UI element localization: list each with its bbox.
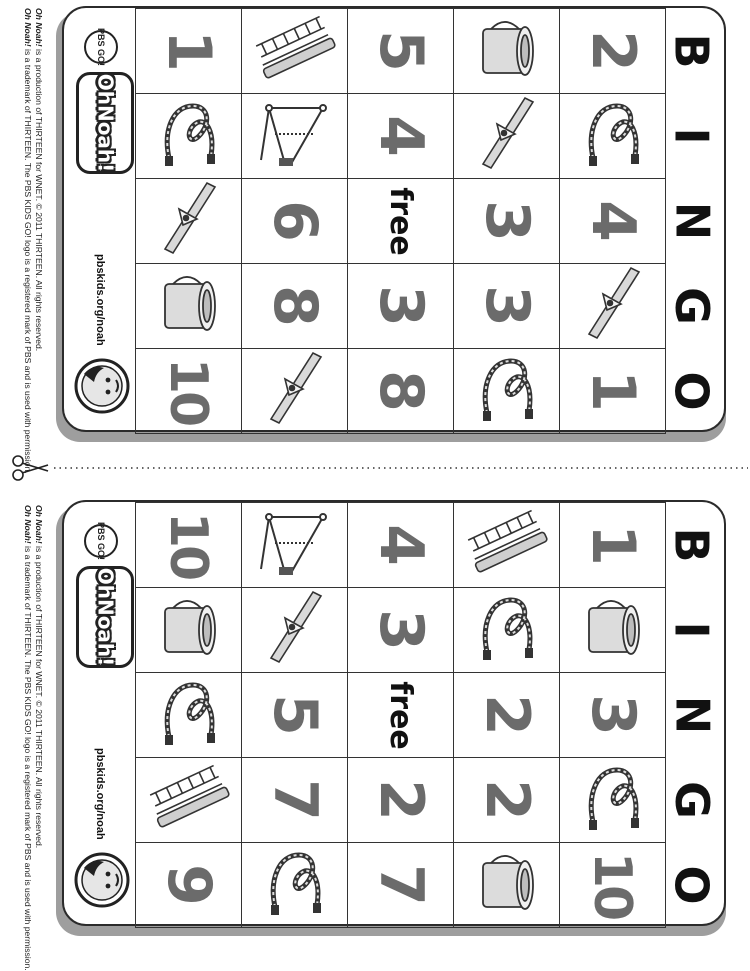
number-cell <box>454 264 560 349</box>
picture-cell <box>454 349 560 434</box>
cell-number: 1 <box>577 524 648 566</box>
picture-cell <box>454 588 560 673</box>
seesaw-icon <box>573 264 653 349</box>
number-cell <box>348 94 454 179</box>
cell-number: 3 <box>577 694 648 736</box>
number-cell <box>136 503 242 588</box>
legal-line-2: is a trademark of THIRTEEN. The PBS KIDS GO! logo is a registered mark of PBS and is used with permission. <box>23 543 33 971</box>
cell-number: 7 <box>259 779 330 821</box>
free-space-cell <box>348 673 454 758</box>
ladder-icon <box>247 10 343 93</box>
logo-area <box>68 504 132 924</box>
bingo-letter-i: I <box>665 620 719 639</box>
bingo-letter-o: O <box>664 370 719 411</box>
bucket-icon <box>469 9 545 94</box>
number-cell <box>242 758 348 843</box>
rope-icon <box>573 94 653 179</box>
cell-number: 3 <box>471 200 542 242</box>
picture-cell <box>560 264 666 349</box>
picture-cell <box>136 94 242 179</box>
rope-icon <box>255 843 335 928</box>
bingo-letter-o: O <box>664 864 719 905</box>
picture-cell <box>136 588 242 673</box>
cell-number: 9 <box>153 864 224 906</box>
cell-number: 4 <box>577 200 648 242</box>
bingo-header-2 <box>666 502 718 927</box>
seesaw-icon <box>255 349 335 434</box>
cell-number: 4 <box>365 115 436 157</box>
bingo-header-1 <box>666 8 718 433</box>
sawhorse-icon <box>253 94 337 179</box>
cell-number: 2 <box>365 779 436 821</box>
legal-title-2: Oh Noah! <box>23 8 33 47</box>
number-cell <box>348 349 454 434</box>
picture-cell <box>242 588 348 673</box>
picture-cell <box>242 9 348 94</box>
legal-line-1: is a production of THIRTEEN for WNET. © 2011 THIRTEEN. All rights reserved. <box>34 543 44 849</box>
cell-number: 4 <box>365 524 436 566</box>
scissors-cut-line <box>10 453 750 483</box>
cell-number: 3 <box>471 285 542 327</box>
rope-icon <box>467 349 547 434</box>
picture-cell <box>136 673 242 758</box>
picture-cell <box>454 94 560 179</box>
number-cell <box>560 503 666 588</box>
number-cell <box>136 843 242 928</box>
picture-cell <box>242 503 348 588</box>
bingo-letter-b: B <box>665 32 719 69</box>
cell-number: 1 <box>153 30 224 72</box>
rope-icon <box>149 673 229 758</box>
cell-number: 2 <box>471 694 542 736</box>
rope-icon <box>573 758 653 843</box>
noah-face-icon <box>74 852 130 908</box>
rope-icon <box>149 94 229 179</box>
pbs-kids-go-logo: PBS GO! <box>84 524 118 558</box>
ladder-icon <box>459 504 555 587</box>
number-cell <box>242 673 348 758</box>
picture-cell <box>454 503 560 588</box>
number-cell <box>560 349 666 434</box>
rope-icon <box>467 588 547 673</box>
number-cell <box>242 264 348 349</box>
free-space-cell <box>348 179 454 264</box>
number-cell <box>454 673 560 758</box>
free-space-label: free <box>382 680 418 750</box>
picture-cell <box>242 843 348 928</box>
website-url: pbskids.org/noah <box>94 254 106 346</box>
bingo-letter-n: N <box>665 695 719 734</box>
picture-cell <box>136 264 242 349</box>
cell-number: 7 <box>365 864 436 906</box>
cell-number: 2 <box>471 779 542 821</box>
seesaw-icon <box>255 588 335 673</box>
number-cell <box>242 179 348 264</box>
legal-line-2: is a trademark of THIRTEEN. The PBS KIDS GO! logo is a registered mark of PBS and is used with permission. <box>23 46 33 474</box>
website-url: pbskids.org/noah <box>94 748 106 840</box>
cell-number: 5 <box>365 30 436 72</box>
picture-cell <box>560 588 666 673</box>
cell-number: 6 <box>259 200 330 242</box>
bingo-grid-2 <box>135 502 666 928</box>
picture-cell <box>242 94 348 179</box>
sawhorse-icon <box>253 503 337 588</box>
number-cell <box>136 9 242 94</box>
number-cell <box>560 843 666 928</box>
legal-title-2: Oh Noah! <box>23 505 33 544</box>
number-cell <box>348 758 454 843</box>
scissors-icon <box>13 456 48 480</box>
legal-title-1: Oh Noah! <box>34 8 44 47</box>
legal-notice <box>14 8 44 474</box>
picture-cell <box>242 349 348 434</box>
bingo-letter-g: G <box>664 286 719 325</box>
legal-line-1: is a production of THIRTEEN for WNET. © 2011 THIRTEEN. All rights reserved. <box>34 46 44 352</box>
number-cell <box>348 264 454 349</box>
bingo-grid-1 <box>135 8 666 434</box>
number-cell <box>560 673 666 758</box>
picture-cell <box>454 9 560 94</box>
free-space-label: free <box>382 186 418 256</box>
legal-title-1: Oh Noah! <box>34 505 44 544</box>
cell-number: 2 <box>577 30 648 72</box>
picture-cell <box>560 94 666 179</box>
cell-number: 10 <box>582 851 643 919</box>
oh-noah-logo: OhNoah! <box>76 72 134 174</box>
seesaw-icon <box>467 94 547 179</box>
bingo-letter-i: I <box>665 126 719 145</box>
number-cell <box>136 349 242 434</box>
picture-cell <box>136 179 242 264</box>
bucket-icon <box>151 264 227 349</box>
number-cell <box>454 179 560 264</box>
oh-noah-logo: OhNoah! <box>76 566 134 668</box>
bucket-icon <box>151 588 227 673</box>
legal-notice <box>14 505 44 971</box>
picture-cell <box>136 758 242 843</box>
number-cell <box>454 758 560 843</box>
bingo-letter-n: N <box>665 201 719 240</box>
cell-number: 10 <box>158 511 219 579</box>
cell-number: 8 <box>365 370 436 412</box>
number-cell <box>348 843 454 928</box>
number-cell <box>560 9 666 94</box>
bucket-icon <box>575 588 651 673</box>
ladder-icon <box>141 759 237 842</box>
cell-number: 10 <box>158 357 219 425</box>
bingo-letter-g: G <box>664 780 719 819</box>
noah-face-icon <box>74 358 130 414</box>
number-cell <box>348 9 454 94</box>
number-cell <box>560 179 666 264</box>
number-cell <box>348 503 454 588</box>
seesaw-icon <box>149 179 229 264</box>
bingo-letter-b: B <box>665 526 719 563</box>
pbs-kids-go-logo: PBS GO! <box>84 30 118 64</box>
cell-number: 3 <box>365 285 436 327</box>
number-cell <box>348 588 454 673</box>
bucket-icon <box>469 843 545 928</box>
picture-cell <box>454 843 560 928</box>
logo-area <box>68 10 132 430</box>
cell-number: 5 <box>259 694 330 736</box>
cell-number: 1 <box>577 370 648 412</box>
picture-cell <box>560 758 666 843</box>
cell-number: 8 <box>259 285 330 327</box>
cell-number: 3 <box>365 609 436 651</box>
